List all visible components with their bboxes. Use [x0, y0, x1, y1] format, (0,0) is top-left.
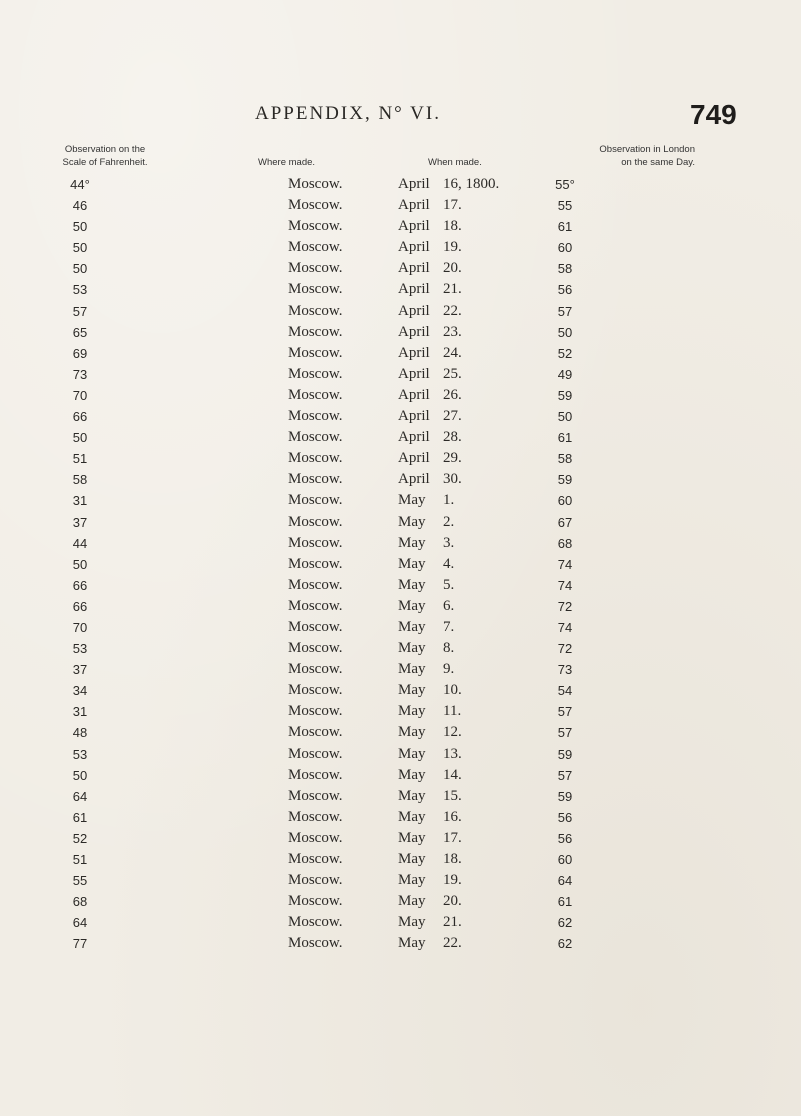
temperature-cell: 31 [72, 704, 88, 720]
day-cell: 18. [443, 851, 462, 867]
month-cell: April [398, 218, 430, 235]
london-temperature-cell: 74 [557, 577, 573, 593]
temperature-cell: 66 [72, 577, 88, 593]
month-cell: April [398, 365, 430, 382]
column-header-london [500, 143, 695, 169]
table-row [0, 533, 801, 554]
london-temperature-cell: 74 [557, 619, 573, 635]
london-temperature-cell: 64 [557, 873, 573, 889]
table-row [0, 701, 801, 722]
london-temperature-cell: 56 [557, 809, 573, 825]
day-cell: 16. [443, 808, 462, 825]
place-cell: Moscow. [288, 914, 343, 931]
london-temperature-cell: 61 [557, 219, 573, 235]
day-cell: 13. [443, 745, 462, 762]
table-row [0, 216, 801, 237]
london-temperature-cell: 59 [557, 746, 573, 762]
place-cell: Moscow. [288, 281, 343, 298]
temperature-cell: 65 [72, 324, 88, 340]
place-cell: Moscow. [288, 555, 343, 572]
temperature-cell: 50 [72, 556, 88, 572]
place-cell: Moscow. [288, 829, 343, 846]
place-cell: Moscow. [288, 176, 343, 192]
day-cell: 20. [443, 260, 462, 277]
london-temperature-cell: 62 [557, 936, 573, 952]
table-row [0, 279, 801, 300]
month-cell: April [398, 471, 430, 488]
month-cell: April [398, 408, 430, 425]
temperature-cell: 44° [70, 177, 90, 192]
month-cell: May [398, 618, 426, 635]
month-cell: May [398, 893, 426, 910]
place-cell: Moscow. [288, 197, 343, 214]
london-temperature-cell: 61 [557, 430, 573, 446]
table-row [0, 638, 801, 659]
temperature-cell: 53 [72, 641, 88, 657]
place-cell: Moscow. [288, 386, 343, 403]
day-cell: 22. [443, 302, 462, 319]
temperature-cell: 31 [72, 493, 88, 509]
temperature-cell: 66 [72, 598, 88, 614]
month-cell: May [398, 935, 426, 952]
temperature-cell: 50 [72, 219, 88, 235]
place-cell: Moscow. [288, 766, 343, 783]
day-cell: 11. [443, 703, 462, 720]
place-cell: Moscow. [288, 344, 343, 361]
temperature-cell: 51 [72, 852, 88, 867]
place-cell: Moscow. [288, 408, 343, 425]
month-cell: May [398, 576, 426, 593]
month-cell: April [398, 429, 430, 446]
place-cell: Moscow. [288, 302, 343, 319]
table-row [0, 933, 801, 954]
london-temperature-cell: 60 [557, 493, 573, 509]
month-cell: April [398, 344, 430, 361]
london-temperature-cell: 67 [557, 514, 573, 530]
place-cell: Moscow. [288, 745, 343, 762]
temperature-cell: 58 [72, 472, 88, 488]
table-row [0, 174, 801, 195]
london-temperature-cell: 58 [557, 451, 573, 467]
temperature-cell: 46 [72, 198, 88, 214]
table-row [0, 322, 801, 343]
table-row [0, 912, 801, 933]
temperature-cell: 64 [72, 788, 88, 804]
london-temperature-cell: 57 [557, 303, 573, 319]
table-row [0, 406, 801, 427]
month-cell: May [398, 534, 426, 551]
temperature-cell: 50 [72, 261, 88, 277]
day-cell: 28. [443, 429, 462, 446]
temperature-cell: 51 [72, 451, 88, 467]
month-cell: April [398, 239, 430, 256]
month-cell: May [398, 872, 426, 889]
london-temperature-cell: 68 [557, 535, 573, 551]
temperature-cell: 52 [72, 830, 88, 846]
london-temperature-cell: 60 [557, 240, 573, 256]
place-cell: Moscow. [288, 872, 343, 889]
table-row [0, 575, 801, 596]
table-row [0, 617, 801, 638]
temperature-cell: 68 [72, 894, 88, 910]
temperature-cell: 70 [72, 619, 88, 635]
table-row [0, 512, 801, 533]
temperature-cell: 48 [72, 725, 88, 741]
london-temperature-cell: 56 [557, 282, 573, 298]
month-cell: May [398, 745, 426, 762]
table-row [0, 195, 801, 216]
month-cell: April [398, 302, 430, 319]
day-cell: 21. [443, 914, 462, 931]
place-cell: Moscow. [288, 682, 343, 699]
column-header-when: When made. [428, 157, 482, 168]
london-temperature-cell: 72 [557, 598, 573, 614]
temperature-cell: 57 [72, 303, 88, 319]
month-cell: May [398, 661, 426, 678]
place-cell: Moscow. [288, 239, 343, 256]
table-row [0, 870, 801, 891]
london-temperature-cell: 55° [555, 177, 575, 192]
london-temperature-cell: 52 [557, 345, 573, 361]
month-cell: May [398, 555, 426, 572]
table-row [0, 469, 801, 490]
month-cell: May [398, 513, 426, 530]
temperature-cell: 73 [72, 366, 88, 382]
london-temperature-cell: 59 [557, 387, 573, 403]
table-row [0, 385, 801, 406]
day-cell: 16, 1800. [443, 176, 500, 192]
month-cell: April [398, 281, 430, 298]
place-cell: Moscow. [288, 808, 343, 825]
month-cell: April [398, 176, 430, 192]
day-cell: 9. [443, 661, 455, 678]
column-header-fahrenheit [40, 143, 170, 169]
day-cell: 25. [443, 365, 462, 382]
place-cell: Moscow. [288, 576, 343, 593]
day-cell: 7. [443, 618, 455, 635]
day-cell: 6. [443, 597, 455, 614]
month-cell: April [398, 197, 430, 214]
place-cell: Moscow. [288, 429, 343, 446]
table-row [0, 301, 801, 322]
month-cell: April [398, 323, 430, 340]
london-temperature-cell: 57 [557, 704, 573, 720]
london-temperature-cell: 59 [557, 472, 573, 488]
month-cell: May [398, 851, 426, 867]
place-cell: Moscow. [288, 450, 343, 467]
day-cell: 8. [443, 640, 455, 657]
month-cell: May [398, 682, 426, 699]
place-cell: Moscow. [288, 323, 343, 340]
month-cell: May [398, 914, 426, 931]
place-cell: Moscow. [288, 534, 343, 551]
table-row [0, 448, 801, 469]
table-row [0, 680, 801, 701]
day-cell: 12. [443, 724, 462, 741]
column-header-fahrenheit-line2: Scale of Fahrenheit. [62, 157, 148, 168]
day-cell: 22. [443, 935, 462, 952]
table-row [0, 343, 801, 364]
london-temperature-cell: 59 [557, 788, 573, 804]
london-temperature-cell: 58 [557, 261, 573, 277]
table-row [0, 722, 801, 743]
temperature-cell: 66 [72, 409, 88, 425]
temperature-cell: 77 [72, 936, 88, 952]
temperature-cell: 70 [72, 387, 88, 403]
day-cell: 20. [443, 893, 462, 910]
month-cell: April [398, 386, 430, 403]
temperature-cell: 37 [72, 662, 88, 678]
london-temperature-cell: 50 [557, 324, 573, 340]
place-cell: Moscow. [288, 851, 343, 867]
london-temperature-cell: 55 [557, 198, 573, 214]
observation-table [0, 174, 801, 954]
column-header-london-line2: on the same Day. [621, 157, 695, 168]
day-cell: 26. [443, 386, 462, 403]
table-row [0, 765, 801, 786]
table-row [0, 744, 801, 765]
month-cell: May [398, 808, 426, 825]
table-row [0, 237, 801, 258]
london-temperature-cell: 61 [557, 894, 573, 910]
temperature-cell: 50 [72, 430, 88, 446]
day-cell: 17. [443, 197, 462, 214]
london-temperature-cell: 72 [557, 641, 573, 657]
london-temperature-cell: 74 [557, 556, 573, 572]
day-cell: 18. [443, 218, 462, 235]
place-cell: Moscow. [288, 597, 343, 614]
day-cell: 5. [443, 576, 455, 593]
place-cell: Moscow. [288, 640, 343, 657]
london-temperature-cell: 73 [557, 662, 573, 678]
day-cell: 30. [443, 471, 462, 488]
london-temperature-cell: 60 [557, 852, 573, 867]
month-cell: May [398, 640, 426, 657]
temperature-cell: 44 [72, 535, 88, 551]
table-row [0, 828, 801, 849]
month-cell: May [398, 787, 426, 804]
page-number: 749 [690, 99, 737, 130]
place-cell: Moscow. [288, 260, 343, 277]
place-cell: Moscow. [288, 787, 343, 804]
place-cell: Moscow. [288, 513, 343, 530]
place-cell: Moscow. [288, 618, 343, 635]
place-cell: Moscow. [288, 492, 343, 509]
london-temperature-cell: 62 [557, 915, 573, 931]
temperature-cell: 34 [72, 683, 88, 699]
temperature-cell: 61 [72, 809, 88, 825]
month-cell: May [398, 829, 426, 846]
day-cell: 24. [443, 344, 462, 361]
table-row [0, 554, 801, 575]
temperature-cell: 50 [72, 767, 88, 783]
place-cell: Moscow. [288, 365, 343, 382]
table-row [0, 849, 801, 870]
column-header-fahrenheit-line1: Observation on the [64, 144, 146, 155]
temperature-cell: 37 [72, 514, 88, 530]
month-cell: May [398, 492, 426, 509]
temperature-cell: 53 [72, 746, 88, 762]
temperature-cell: 64 [72, 915, 88, 931]
day-cell: 14. [443, 766, 462, 783]
place-cell: Moscow. [288, 218, 343, 235]
place-cell: Moscow. [288, 471, 343, 488]
running-head: APPENDIX, N° VI. [255, 103, 441, 124]
month-cell: May [398, 724, 426, 741]
london-temperature-cell: 50 [557, 409, 573, 425]
day-cell: 10. [443, 682, 462, 699]
place-cell: Moscow. [288, 661, 343, 678]
day-cell: 1. [443, 492, 455, 509]
table-row [0, 490, 801, 511]
table-row [0, 364, 801, 385]
london-temperature-cell: 54 [557, 683, 573, 699]
temperature-cell: 55 [72, 873, 88, 889]
day-cell: 4. [443, 555, 455, 572]
place-cell: Moscow. [288, 893, 343, 910]
day-cell: 3. [443, 534, 455, 551]
month-cell: May [398, 597, 426, 614]
place-cell: Moscow. [288, 703, 343, 720]
day-cell: 29. [443, 450, 462, 467]
column-header-where: Where made. [258, 157, 316, 168]
table-row [0, 596, 801, 617]
table-row [0, 891, 801, 912]
day-cell: 19. [443, 239, 462, 256]
table-row [0, 258, 801, 279]
table-row [0, 659, 801, 680]
temperature-cell: 69 [72, 345, 88, 361]
table-row [0, 786, 801, 807]
month-cell: May [398, 766, 426, 783]
table-row [0, 807, 801, 828]
day-cell: 17. [443, 829, 462, 846]
month-cell: April [398, 260, 430, 277]
column-header-london-line1: Observation in London [599, 144, 695, 155]
day-cell: 15. [443, 787, 462, 804]
place-cell: Moscow. [288, 935, 343, 952]
day-cell: 27. [443, 408, 462, 425]
temperature-cell: 50 [72, 240, 88, 256]
day-cell: 2. [443, 513, 455, 530]
day-cell: 23. [443, 323, 462, 340]
london-temperature-cell: 56 [557, 830, 573, 846]
table-row [0, 427, 801, 448]
london-temperature-cell: 57 [557, 725, 573, 741]
day-cell: 21. [443, 281, 462, 298]
place-cell: Moscow. [288, 724, 343, 741]
london-temperature-cell: 57 [557, 767, 573, 783]
month-cell: April [398, 450, 430, 467]
temperature-cell: 53 [72, 282, 88, 298]
day-cell: 19. [443, 872, 462, 889]
month-cell: May [398, 703, 426, 720]
london-temperature-cell: 49 [557, 366, 573, 382]
